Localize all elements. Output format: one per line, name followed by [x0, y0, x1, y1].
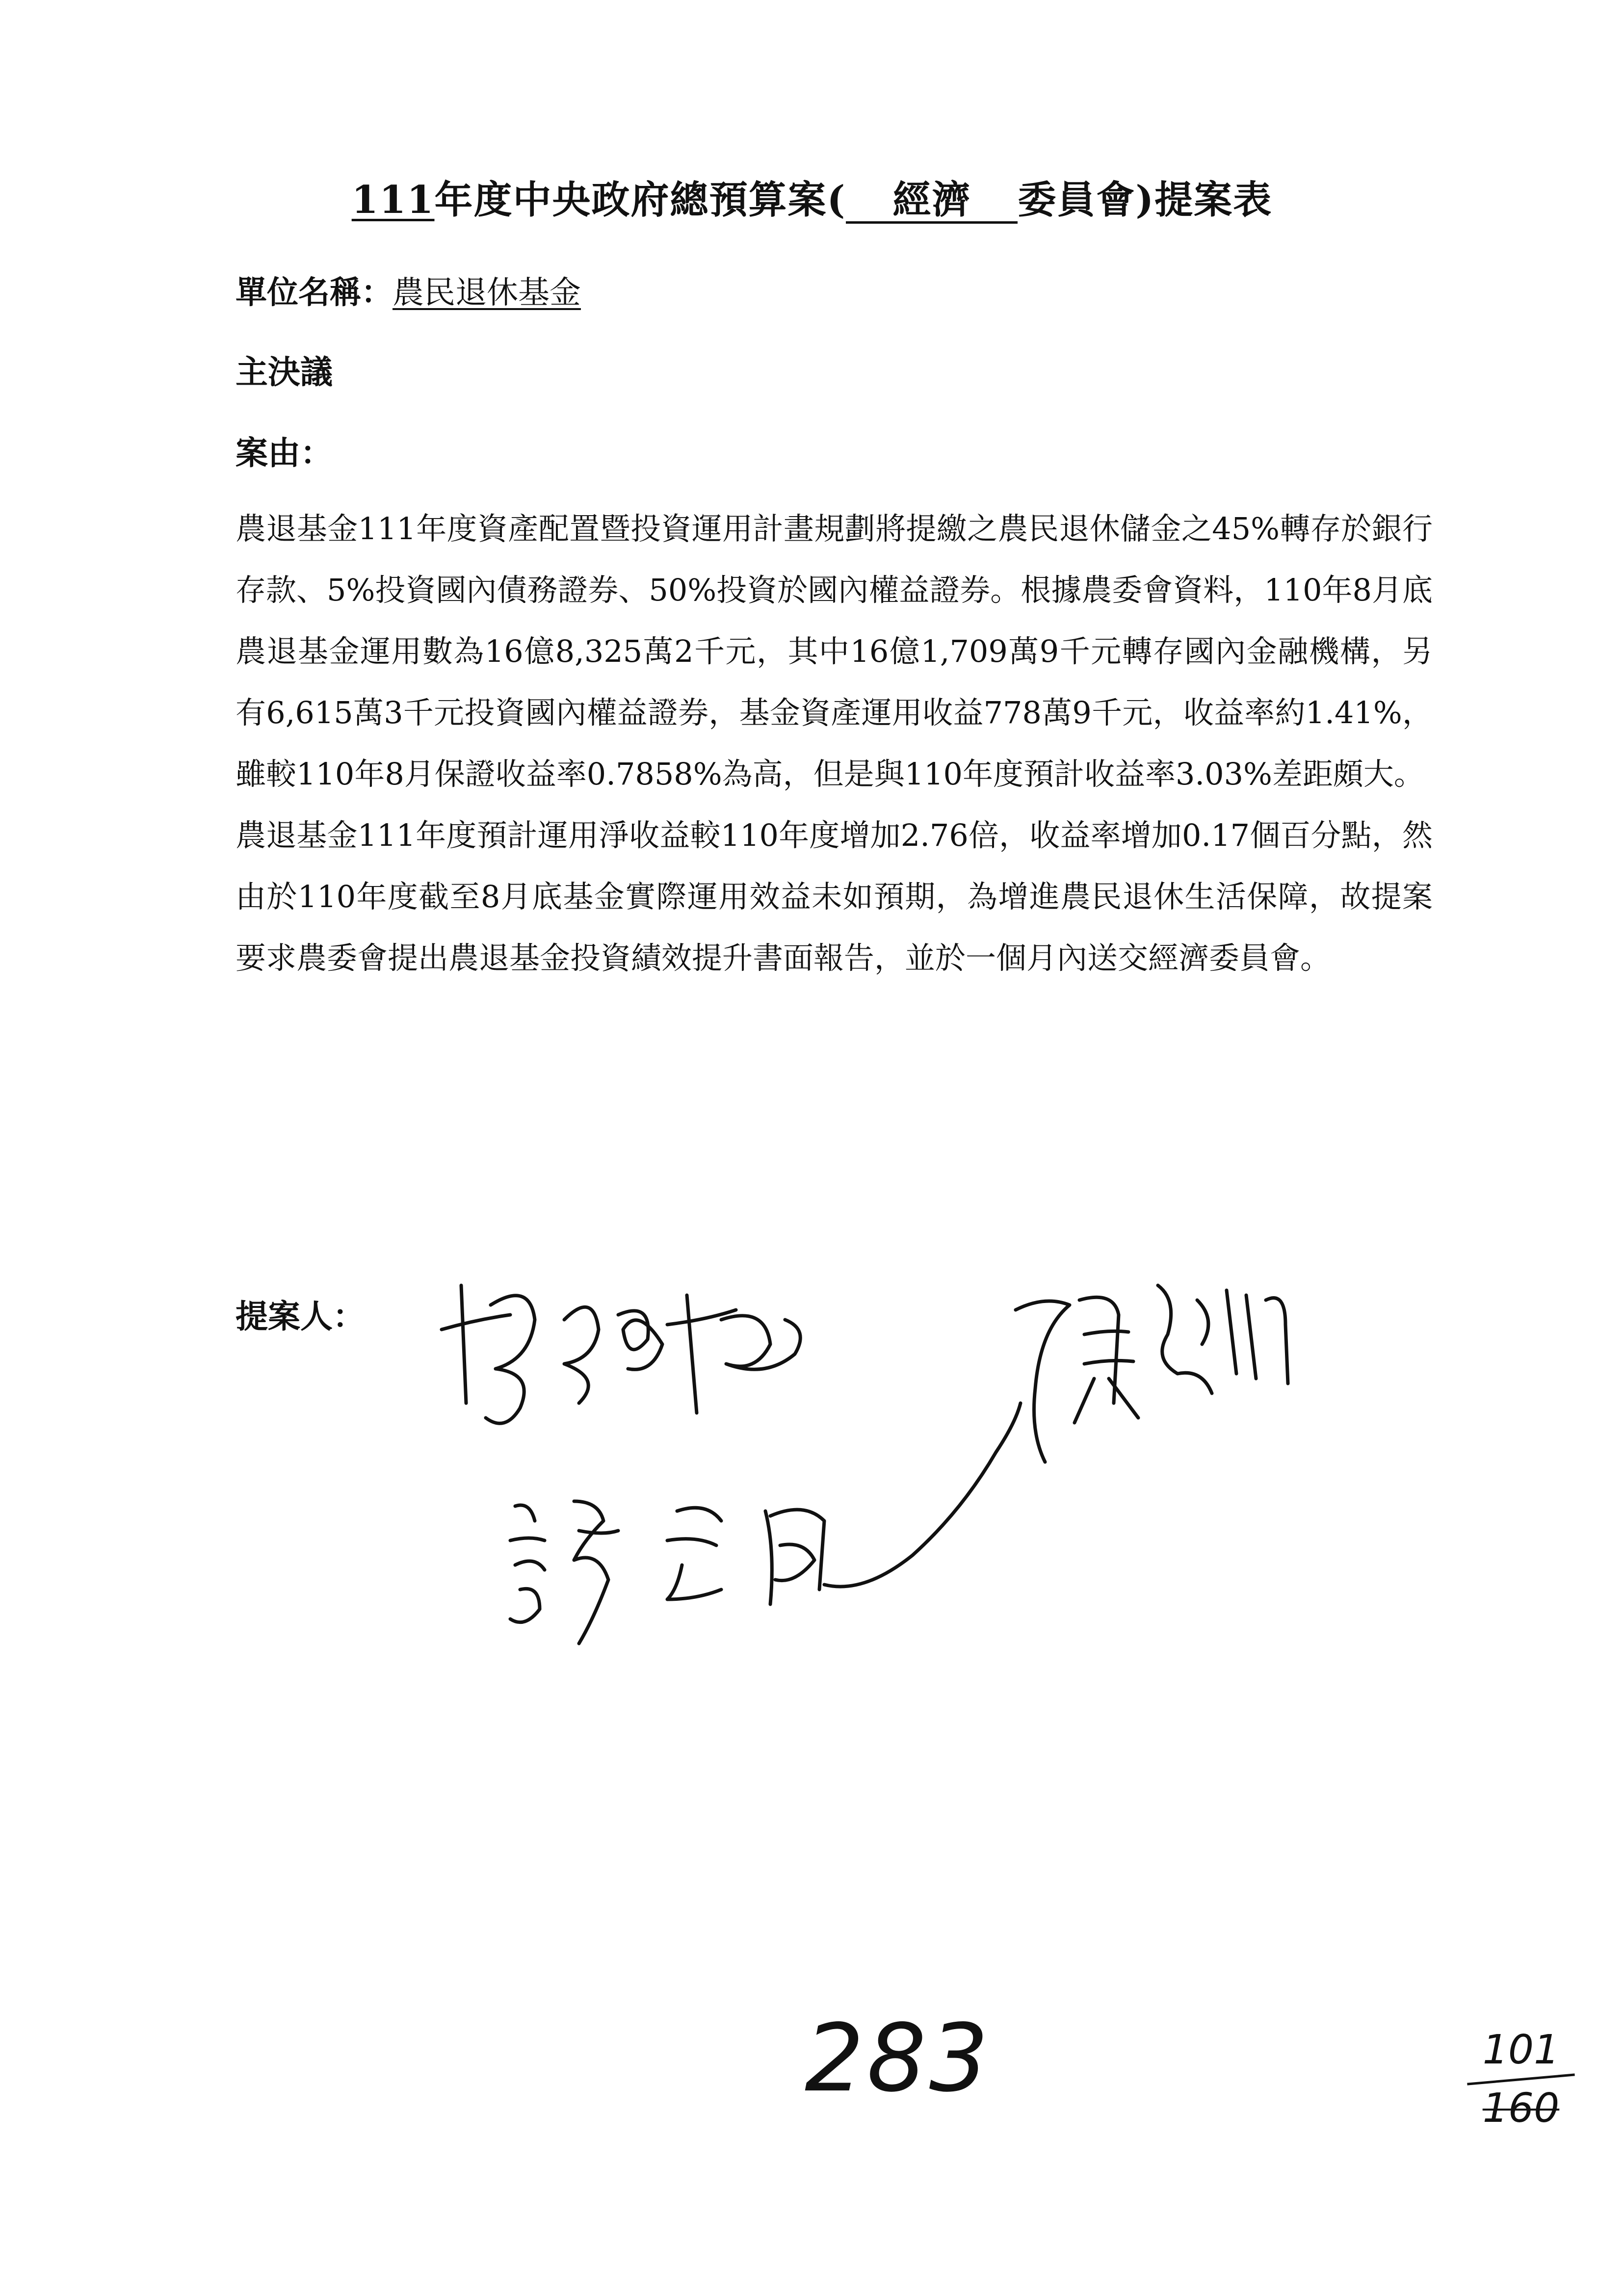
reason-body — [236, 498, 1433, 989]
unit-name-row — [236, 267, 581, 313]
signature-3 — [510, 1403, 1021, 1644]
title-prefix: 年度中央政府總預算案( — [434, 178, 846, 222]
title-suffix: 委員會)提案表 — [1018, 178, 1273, 222]
unit-name-label: 單位名稱： — [236, 274, 393, 311]
form-title — [0, 169, 1624, 224]
page-fraction-bar — [1467, 2074, 1575, 2086]
main-resolution-heading: 主決議 — [236, 353, 333, 391]
reason-paragraph-1: 農退基金111年度資產配置暨投資運用計畫規劃將提繳之農民退休儲金之45%轉存於銀行存款、5%投資國內債務證券、50%投資於國內權益證券。根據農委會資料，110年8月底農退基金運用數為16億8,325萬2千元，其中16億1,709萬9千元轉存國內金融機構，另有6,615萬3千元投資國內權益證券，基金資產運用收益778萬9千元，收益率約1.41%，雖較110年8月保證收益率0.7858%為高，但是與110年度預計收益率3.03%差距頗大。 — [236, 511, 1433, 792]
page-fraction — [1457, 2026, 1585, 2133]
proposer-heading: 提案人： — [236, 1297, 365, 1335]
reason-paragraph-2: 農退基金111年度預計運用淨收益較110年度增加2.76倍，收益率增加0.17個百分點，然由於110年度截至8月底基金實際運用效益未如預期，為增進農民退休生活保障，故提案要求農委會提出農退基金投資績效提升書面報告，並於一個月內送交經濟委員會。 — [236, 817, 1433, 976]
page-fraction-denominator: 160 — [1482, 2085, 1560, 2132]
title-year: 111 — [351, 178, 435, 222]
unit-name-value: 農民退休基金 — [393, 275, 581, 311]
signature-2 — [1016, 1285, 1288, 1462]
title-committee: 經濟 — [846, 179, 1018, 224]
handwritten-page-number: 283 — [805, 2004, 992, 2113]
handwritten-signatures — [432, 1246, 1364, 1663]
reason-heading: 案由： — [236, 434, 333, 472]
page-fraction-numerator: 101 — [1482, 2027, 1560, 2073]
signature-1 — [442, 1285, 800, 1423]
